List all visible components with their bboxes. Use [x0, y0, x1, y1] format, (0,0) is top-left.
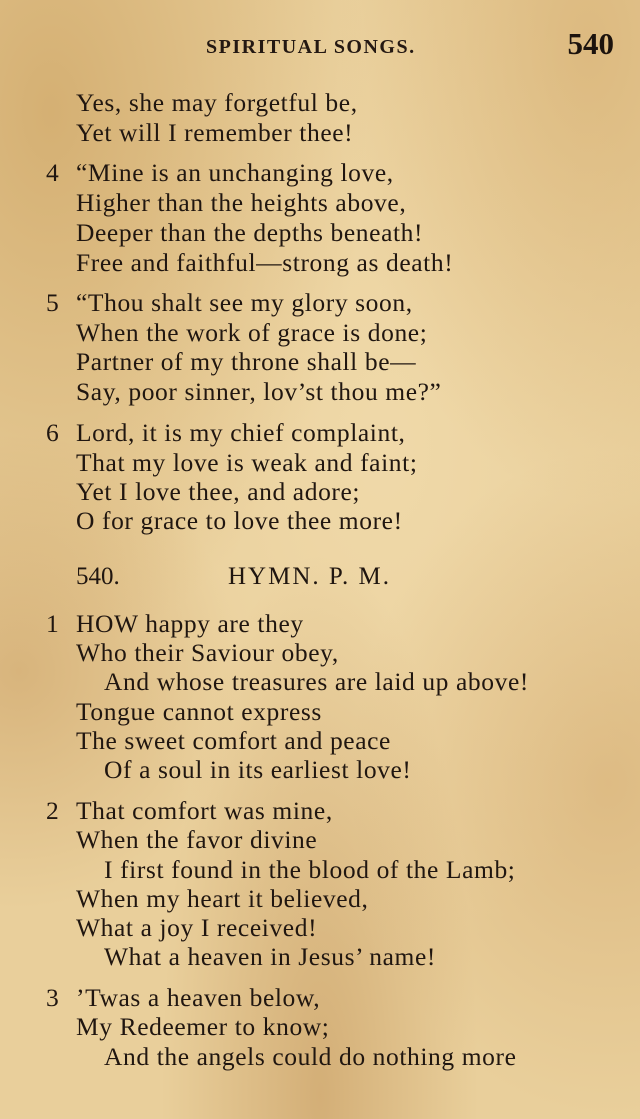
- verse-line: What a heaven in Jesus’ name!: [104, 942, 437, 971]
- verse-line: “Mine is an unchanging love,: [76, 158, 394, 187]
- verse-line: Tongue cannot express: [76, 697, 322, 726]
- verse-line: Say, poor sinner, lov’st thou me?”: [76, 377, 442, 406]
- verse-line: “Thou shalt see my glory soon,: [76, 288, 413, 317]
- verse-line: O for grace to love thee more!: [76, 506, 403, 535]
- verse-line: Free and faithful—strong as death!: [76, 248, 454, 277]
- hymn-number: 540.: [76, 563, 120, 590]
- verse-line: Partner of my throne shall be—: [76, 347, 417, 376]
- verse-line: Who their Saviour obey,: [76, 638, 339, 667]
- verse-line: And whose treasures are laid up above!: [104, 667, 529, 696]
- stanza-number: 1: [46, 609, 59, 638]
- verse-line: Yet I love thee, and adore;: [76, 477, 361, 506]
- verse-line: My Redeemer to know;: [76, 1012, 330, 1041]
- verse-line: When my heart it believed,: [76, 884, 369, 913]
- stanza-number: 2: [46, 796, 59, 825]
- stanza-number: 3: [46, 983, 59, 1012]
- verse-line: I first found in the blood of the Lamb;: [104, 855, 516, 884]
- verse-line: Yes, she may forgetful be,: [76, 88, 358, 117]
- verse-line: Lord, it is my chief complaint,: [76, 418, 406, 447]
- stanza-number: 6: [46, 418, 59, 447]
- hymn-title: HYMN. P. M.: [228, 563, 392, 590]
- verse-line: That my love is weak and faint;: [76, 448, 418, 477]
- verse-line: Higher than the heights above,: [76, 188, 407, 217]
- page-number: 540: [567, 26, 614, 61]
- stanza-number: 4: [46, 158, 59, 187]
- verse-line: That comfort was mine,: [76, 796, 333, 825]
- verse-line: Yet will I remember thee!: [76, 118, 354, 147]
- stanza-number: 5: [46, 288, 59, 317]
- verse-line: ’Twas a heaven below,: [76, 983, 321, 1012]
- verse-line: Deeper than the depths beneath!: [76, 218, 424, 247]
- verse-line: The sweet comfort and peace: [76, 726, 391, 755]
- verse-line: Of a soul in its earliest love!: [104, 755, 412, 784]
- verse-line: When the favor divine: [76, 825, 318, 854]
- verse-line: What a joy I received!: [76, 913, 318, 942]
- verse-line: And the angels could do nothing more: [104, 1042, 517, 1071]
- running-title: SPIRITUAL SONGS.: [206, 36, 416, 58]
- verse-line: When the work of grace is done;: [76, 318, 428, 347]
- verse-line: HOW happy are they: [76, 609, 304, 638]
